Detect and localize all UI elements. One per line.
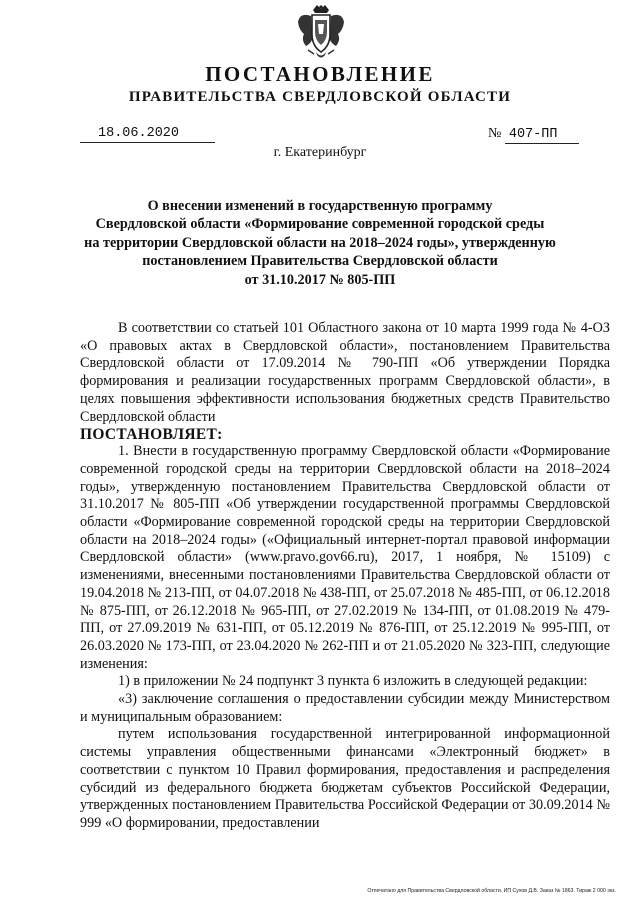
document-type-title: ПОСТАНОВЛЕНИЕ xyxy=(205,62,435,86)
heading-line: на территории Свердловской области на 2018–2024 годы», утвержденную xyxy=(84,234,556,251)
print-note: Отпечатано для Правительства Свердловской области. ИП Сухов Д.В. Заказ № 1863. Тираж 2 000 экз. xyxy=(367,888,616,894)
heading-line: Свердловской области «Формирование современной городской среды xyxy=(95,216,545,233)
intro-paragraph: В соответствии со статьей 101 Областного закона от 10 марта 1999 года № 4-ОЗ «О правовых актах в Свердловской области», постановлением Правительства Свердловской области от 17.09.2014 № 790-ПП «Об утверждении Порядка формирования и реализации государственных программ Свердловской области», в целях повышения эффективности использования бюджетных средств Правительство Свердловской области xyxy=(80,320,610,425)
document-heading xyxy=(80,197,560,289)
document-body xyxy=(80,320,610,833)
issuing-authority: ПРАВИТЕЛЬСТВА СВЕРДЛОВСКОЙ ОБЛАСТИ xyxy=(128,89,512,105)
city-name: г. Екатеринбург xyxy=(273,145,367,160)
method-paragraph: путем использования государственной интегрированной информационной системы управления общественными финансами «Электронный бюджет» в соответствии с пунктом 10 Правил формирования, предоставления и распределения субсидий из федерального бюджета бюджетам субъектов Российской Федерации, утвержденных постановлением Правительства Российской Федерации от 30.09.2014 № 999 «О формировании, предоставлении xyxy=(80,726,610,831)
document-number: 407-ПП xyxy=(505,126,579,144)
coat-of-arms-emblem xyxy=(296,4,346,60)
subitem-1-paragraph: 1) в приложении № 24 подпункт 3 пункта 6 изложить в следующей редакции: xyxy=(118,673,588,690)
decree-word: ПОСТАНОВЛЯЕТ: xyxy=(80,426,223,444)
heading-line: постановлением Правительства Свердловской области xyxy=(142,253,498,270)
heading-line: О внесении изменений в государственную программу xyxy=(147,198,493,214)
number-prefix: № xyxy=(488,126,502,141)
document-number-field xyxy=(488,125,579,144)
item-1-paragraph: 1. Внести в государственную программу Свердловской области «Формирование современной городской среды на территории Свердловской области на 2018–2024 годы», утвержденную постановлением Правительства Свердловской области от 31.10.2017 № 805-ПП «Об утверждении государственной программы Свердловской области «Формирование современной городской среды на территории Свердловской области на 2018–2024 годы» («Официальный интернет-портал правовой информации Свердловской области» (www.pravo.gov66.ru), 2017, 1 ноября, № 15109) с изменениями, внесенными постановлениями Правительства Свердловской области от 19.04.2018 № 213-ПП, от 04.07.2018 № 438-ПП, от 25.07.2018 № 485-ПП, от 06.12.2018 № 875-ПП, от 26.12.2018 № 965-ПП, от 27.02.2019 № 134-ПП, от 01.08.2019 № 479-ПП, от 27.09.2019 № 631-ПП, от 05.12.2019 № 876-ПП, от 25.12.2019 № 995-ПП, от 26.03.2020 № 173-ПП, от 23.04.2020 № 262-ПП и от 21.05.2020 № 323-ПП, следующие изменения: xyxy=(80,443,610,672)
document-date: 18.06.2020 xyxy=(80,125,215,143)
heading-line: от 31.10.2017 № 805-ПП xyxy=(244,271,396,288)
quoted-paragraph: «3) заключение соглашения о предоставлении субсидии между Министерством и муниципальным образованием: xyxy=(80,691,610,725)
